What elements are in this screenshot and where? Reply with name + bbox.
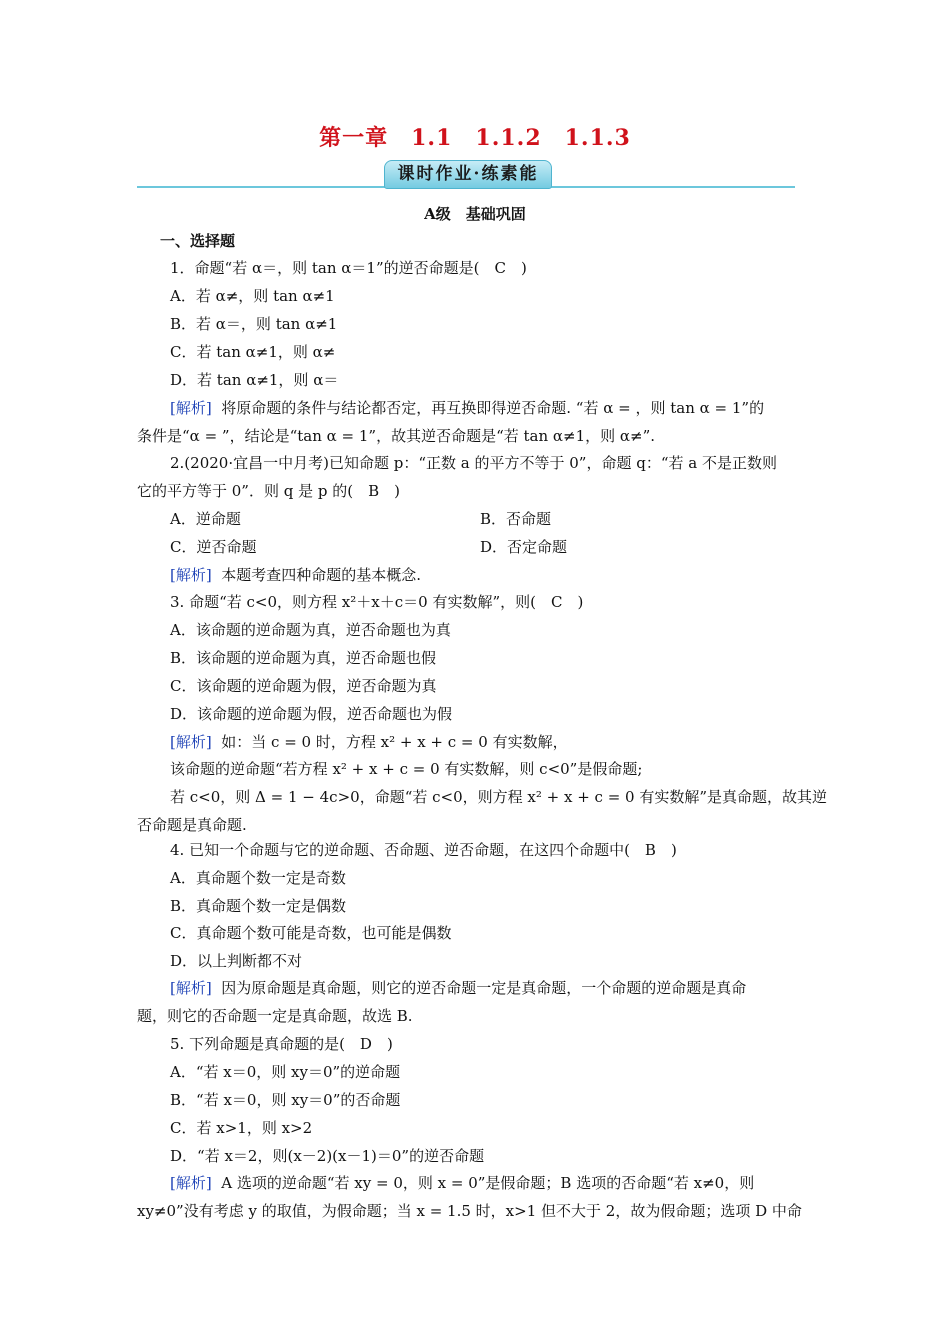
homework-banner: 课时作业·练素能 <box>384 160 552 189</box>
question-3: 3. 命题“若 c<0，则方程 x²＋x＋c＝0 有实数解”，则( C ) <box>170 593 584 611</box>
q5-option-b: B．“若 x＝0，则 xy＝0”的否命题 <box>170 1091 401 1109</box>
q4-option-d: D．以上判断都不对 <box>170 952 303 970</box>
q3-option-c: C．该命题的逆命题为假，逆否命题为真 <box>170 677 437 695</box>
q2-option-d: D．否定命题 <box>480 538 568 556</box>
analysis-label: [解析] <box>170 566 212 584</box>
q3-analysis-line4: 否命题是真命题. <box>137 816 247 834</box>
q5-option-a: A．“若 x＝0，则 xy＝0”的逆命题 <box>170 1063 401 1081</box>
question-2: 2.(2020·宜昌一中月考)已知命题 p：“正数 a 的平方不等于 0”，命题 q：“若 a 不是正数则 <box>170 454 777 472</box>
chapter-title: 第一章 1.1 1.1.2 1.1.3 <box>319 125 631 151</box>
q3-analysis-line2: 该命题的逆命题“若方程 x² + x + c = 0 有实数解，则 c<0”是假命题; <box>170 760 643 778</box>
q3-analysis: [解析] 如：当 c = 0 时，方程 x² + x + c = 0 有实数解， <box>170 733 568 751</box>
q3-option-b: B．该命题的逆命题为真，逆否命题也假 <box>170 649 437 667</box>
q5-option-c: C．若 x>1，则 x>2 <box>170 1119 313 1137</box>
analysis-label: [解析] <box>170 1174 212 1192</box>
question-4: 4. 已知一个命题与它的逆命题、否命题、逆否命题，在这四个命题中( B ) <box>170 841 677 859</box>
q5-analysis: [解析] A 选项的逆命题“若 xy = 0，则 x = 0”是假命题；B 选项的否命题“若 x≠0，则 <box>170 1174 755 1192</box>
q4-option-a: A．真命题个数一定是奇数 <box>170 869 346 887</box>
q1-option-d: D．若 tan α≠1，则 α＝ <box>170 371 339 389</box>
q2-option-a: A．逆命题 <box>170 510 241 528</box>
q4-option-c: C．真命题个数可能是奇数，也可能是偶数 <box>170 924 452 942</box>
section-heading: 一、选择题 <box>160 232 236 250</box>
q2-option-b: B．否命题 <box>480 510 552 528</box>
analysis-label: [解析] <box>170 733 212 751</box>
q1-analysis: [解析] 将原命题的条件与结论都否定，再互换即得逆否命题. “若 α = ，则 tan α = 1”的 <box>170 399 765 417</box>
q1-option-b: B．若 α＝，则 tan α≠1 <box>170 315 338 333</box>
q3-option-d: D．该命题的逆命题为假，逆否命题也为假 <box>170 705 453 723</box>
q3-option-a: A．该命题的逆命题为真，逆否命题也为真 <box>170 621 451 639</box>
q4-analysis-cont: 题，则它的否命题一定是真命题，故选 B. <box>137 1007 413 1025</box>
q1-analysis-cont: 条件是“α = ”，结论是“tan α = 1”，故其逆否命题是“若 tan α≠1，则 α≠”. <box>137 427 656 445</box>
q5-analysis-cont: xy≠0”没有考虑 y 的取值，为假命题；当 x = 1.5 时，x>1 但不大于 2，故为假命题；选项 D 中命 <box>137 1202 802 1220</box>
analysis-label: [解析] <box>170 979 212 997</box>
q5-option-d: D．“若 x＝2，则(x－2)(x－1)＝0”的逆否命题 <box>170 1147 485 1165</box>
question-1: 1．命题“若 α＝，则 tan α＝1”的逆否命题是( C ) <box>170 259 527 277</box>
analysis-label: [解析] <box>170 399 212 417</box>
q2-analysis: [解析] 本题考查四种命题的基本概念. <box>170 566 422 584</box>
q4-analysis: [解析] 因为原命题是真命题，则它的逆否命题一定是真命题，一个命题的逆命题是真命 <box>170 979 747 997</box>
q1-option-c: C．若 tan α≠1，则 α≠ <box>170 343 336 361</box>
q1-option-a: A．若 α≠，则 tan α≠1 <box>170 287 335 305</box>
question-2-cont: 它的平方等于 0”．则 q 是 p 的( B ) <box>137 482 400 500</box>
q2-option-c: C．逆否命题 <box>170 538 257 556</box>
question-5: 5. 下列命题是真命题的是( D ) <box>170 1035 393 1053</box>
q4-option-b: B．真命题个数一定是偶数 <box>170 897 347 915</box>
q3-analysis-line3: 若 c<0，则 Δ = 1 − 4c>0，命题“若 c<0，则方程 x² + x + c = 0 有实数解”是真命题，故其逆 <box>170 788 828 806</box>
level-heading: A级 基础巩固 <box>424 205 526 223</box>
